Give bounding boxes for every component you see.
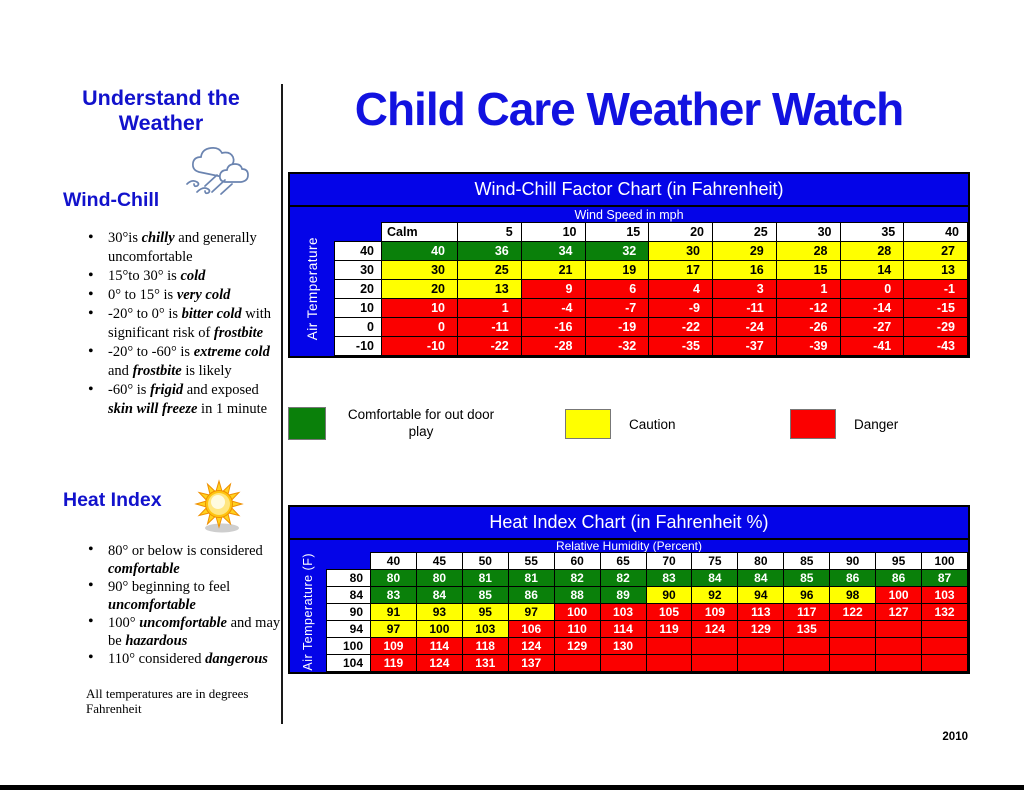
data-cell: -29 xyxy=(904,318,968,337)
data-cell: -16 xyxy=(521,318,585,337)
data-cell: 80 xyxy=(416,570,462,587)
data-cell: 28 xyxy=(776,242,840,261)
bullet-item: • -60° is frigid and exposed skin will freeze in 1 minute xyxy=(86,381,286,419)
column-header: 40 xyxy=(371,553,417,570)
data-cell: -37 xyxy=(713,337,777,356)
green-swatch xyxy=(288,407,326,440)
column-header: 20 xyxy=(649,223,713,242)
yellow-swatch xyxy=(565,409,611,439)
data-cell: 97 xyxy=(371,621,417,638)
table-row xyxy=(327,638,968,655)
data-cell: 3 xyxy=(713,280,777,299)
data-cell: 135 xyxy=(784,621,830,638)
data-cell: 114 xyxy=(600,621,646,638)
data-cell: 34 xyxy=(521,242,585,261)
air-temperature-f-axis-band xyxy=(290,552,326,672)
legend xyxy=(288,406,970,454)
data-cell: 122 xyxy=(830,604,876,621)
data-cell: 87 xyxy=(922,570,968,587)
data-cell: 86 xyxy=(830,570,876,587)
column-header: 25 xyxy=(713,223,777,242)
column-header: 15 xyxy=(585,223,649,242)
column-header: 40 xyxy=(904,223,968,242)
legend-label: Comfortable for out door play xyxy=(347,407,495,439)
data-cell: -1 xyxy=(904,280,968,299)
data-cell: 6 xyxy=(585,280,649,299)
data-cell xyxy=(554,655,600,672)
data-cell: 137 xyxy=(508,655,554,672)
data-cell: 103 xyxy=(922,587,968,604)
vertical-divider xyxy=(281,84,283,724)
row-header: 20 xyxy=(335,280,382,299)
data-cell: 9 xyxy=(521,280,585,299)
data-cell: -35 xyxy=(649,337,713,356)
data-cell: 91 xyxy=(371,604,417,621)
data-cell: 14 xyxy=(840,261,904,280)
bullet-item: • 80° or below is considered comfortable xyxy=(86,542,286,578)
data-cell: 100 xyxy=(876,587,922,604)
data-cell: 103 xyxy=(600,604,646,621)
bullet-item: • 30°is chilly and generally uncomfortable xyxy=(86,229,286,267)
data-cell xyxy=(646,655,692,672)
bullet-item: • -20° to 0° is bitter cold with significant risk of frostbite xyxy=(86,305,286,343)
sidebar-title: Understand the Weather xyxy=(82,86,240,135)
data-cell: 83 xyxy=(646,570,692,587)
data-cell: 113 xyxy=(738,604,784,621)
row-header: 40 xyxy=(335,242,382,261)
bullet-item: • 90° beginning to feel uncomfortable xyxy=(86,578,286,614)
data-cell: 84 xyxy=(416,587,462,604)
data-cell: 20 xyxy=(382,280,458,299)
data-cell: 21 xyxy=(521,261,585,280)
heat-index-table xyxy=(326,552,968,672)
data-cell: 28 xyxy=(840,242,904,261)
data-cell: -12 xyxy=(776,299,840,318)
data-cell: 30 xyxy=(382,261,458,280)
data-cell: 105 xyxy=(646,604,692,621)
data-cell: -27 xyxy=(840,318,904,337)
data-cell: -14 xyxy=(840,299,904,318)
corner-cell xyxy=(335,223,382,242)
row-header: 80 xyxy=(327,570,371,587)
data-cell: -22 xyxy=(458,337,522,356)
bullet-item: • 0° to 15° is very cold xyxy=(86,286,286,305)
data-cell: -41 xyxy=(840,337,904,356)
table-row xyxy=(327,655,968,672)
data-cell xyxy=(784,638,830,655)
data-cell: 30 xyxy=(649,242,713,261)
data-cell: 86 xyxy=(508,587,554,604)
temperature-footnote: All temperatures are in degrees Fahrenheit xyxy=(86,686,249,716)
table-row xyxy=(335,242,968,261)
data-cell: 13 xyxy=(904,261,968,280)
data-cell: 119 xyxy=(646,621,692,638)
data-cell: 114 xyxy=(416,638,462,655)
row-header: 104 xyxy=(327,655,371,672)
column-header: 90 xyxy=(830,553,876,570)
data-cell xyxy=(738,655,784,672)
table-row xyxy=(327,604,968,621)
wind-chill-bullet-list xyxy=(86,229,288,419)
data-cell: -43 xyxy=(904,337,968,356)
data-cell: 89 xyxy=(600,587,646,604)
data-cell: 127 xyxy=(876,604,922,621)
data-cell: -10 xyxy=(382,337,458,356)
data-cell xyxy=(830,638,876,655)
column-header: 30 xyxy=(776,223,840,242)
row-header: 90 xyxy=(327,604,371,621)
data-cell xyxy=(692,655,738,672)
table-row xyxy=(327,570,968,587)
legend-item-caution xyxy=(565,409,676,439)
data-cell: 95 xyxy=(462,604,508,621)
table-row xyxy=(335,318,968,337)
wind-chill-table xyxy=(334,222,968,356)
wind-cloud-icon xyxy=(181,142,249,203)
data-cell: 29 xyxy=(713,242,777,261)
column-header: 45 xyxy=(416,553,462,570)
data-cell: 110 xyxy=(554,621,600,638)
data-cell xyxy=(922,655,968,672)
row-header: 84 xyxy=(327,587,371,604)
column-header: 50 xyxy=(462,553,508,570)
data-cell: -11 xyxy=(713,299,777,318)
data-cell: 129 xyxy=(554,638,600,655)
table-row xyxy=(335,280,968,299)
data-cell: 85 xyxy=(462,587,508,604)
data-cell: 27 xyxy=(904,242,968,261)
column-header: Calm xyxy=(382,223,458,242)
data-cell: 93 xyxy=(416,604,462,621)
data-cell: 19 xyxy=(585,261,649,280)
row-header: 94 xyxy=(327,621,371,638)
data-cell: -39 xyxy=(776,337,840,356)
data-cell: 90 xyxy=(646,587,692,604)
column-header: 80 xyxy=(738,553,784,570)
data-cell: 81 xyxy=(462,570,508,587)
data-cell: 106 xyxy=(508,621,554,638)
data-cell: 82 xyxy=(600,570,646,587)
data-cell: -4 xyxy=(521,299,585,318)
column-header: 65 xyxy=(600,553,646,570)
red-swatch xyxy=(790,409,836,439)
data-cell: 82 xyxy=(554,570,600,587)
data-cell: -28 xyxy=(521,337,585,356)
data-cell: 17 xyxy=(649,261,713,280)
header-row xyxy=(335,223,968,242)
data-cell: 15 xyxy=(776,261,840,280)
data-cell xyxy=(646,638,692,655)
data-cell xyxy=(692,638,738,655)
data-cell: 130 xyxy=(600,638,646,655)
column-header: 95 xyxy=(876,553,922,570)
data-cell: 0 xyxy=(840,280,904,299)
data-cell: 13 xyxy=(458,280,522,299)
data-cell xyxy=(922,638,968,655)
data-cell xyxy=(830,621,876,638)
bullet-item: • -20° to -60° is extreme cold and frostbite is likely xyxy=(86,343,286,381)
heat-index-chart xyxy=(288,505,970,674)
row-header: -10 xyxy=(335,337,382,356)
data-cell: -22 xyxy=(649,318,713,337)
data-cell: 103 xyxy=(462,621,508,638)
data-cell: 92 xyxy=(692,587,738,604)
data-cell: 32 xyxy=(585,242,649,261)
data-cell: 84 xyxy=(738,570,784,587)
data-cell xyxy=(784,655,830,672)
data-cell: 25 xyxy=(458,261,522,280)
wind-chill-heading: Wind-Chill xyxy=(63,189,160,211)
column-header: 100 xyxy=(922,553,968,570)
table-row xyxy=(335,337,968,356)
column-header: 10 xyxy=(521,223,585,242)
data-cell xyxy=(876,621,922,638)
data-cell: 80 xyxy=(371,570,417,587)
data-cell: 109 xyxy=(371,638,417,655)
relative-humidity-axis-label: Relative Humidity (Percent) xyxy=(290,538,968,552)
heat-index-bullet-list xyxy=(86,542,288,668)
data-cell: 132 xyxy=(922,604,968,621)
data-cell: 4 xyxy=(649,280,713,299)
data-cell: 16 xyxy=(713,261,777,280)
header-row xyxy=(327,553,968,570)
data-cell: 124 xyxy=(508,638,554,655)
data-cell: -26 xyxy=(776,318,840,337)
data-cell: 88 xyxy=(554,587,600,604)
data-cell: 10 xyxy=(382,299,458,318)
row-header: 0 xyxy=(335,318,382,337)
data-cell xyxy=(876,655,922,672)
data-cell xyxy=(830,655,876,672)
wind-speed-axis-label: Wind Speed in mph xyxy=(290,205,968,222)
row-header: 30 xyxy=(335,261,382,280)
data-cell: 97 xyxy=(508,604,554,621)
data-cell: 96 xyxy=(784,587,830,604)
data-cell: 98 xyxy=(830,587,876,604)
data-cell xyxy=(876,638,922,655)
data-cell: 84 xyxy=(692,570,738,587)
data-cell: -19 xyxy=(585,318,649,337)
air-temperature-axis-label: Air Temperature xyxy=(304,237,320,341)
bottom-border-bar xyxy=(0,785,1024,790)
data-cell: 83 xyxy=(371,587,417,604)
column-header: 85 xyxy=(784,553,830,570)
data-cell: 81 xyxy=(508,570,554,587)
data-cell: 124 xyxy=(692,621,738,638)
data-cell xyxy=(738,638,784,655)
column-header: 70 xyxy=(646,553,692,570)
legend-label: Danger xyxy=(854,416,899,432)
data-cell: -11 xyxy=(458,318,522,337)
data-cell: 131 xyxy=(462,655,508,672)
data-cell: 86 xyxy=(876,570,922,587)
air-temperature-axis-band xyxy=(290,222,334,356)
wind-chart-title: Wind-Chill Factor Chart (in Fahrenheit) xyxy=(474,179,784,199)
sun-icon xyxy=(191,478,249,541)
column-header: 75 xyxy=(692,553,738,570)
data-cell: 36 xyxy=(458,242,522,261)
row-header: 10 xyxy=(335,299,382,318)
year-stamp: 2010 xyxy=(942,731,968,743)
legend-item-comfortable xyxy=(288,406,502,440)
bullet-item: • 110° considered dangerous xyxy=(86,650,286,668)
data-cell: -32 xyxy=(585,337,649,356)
data-cell: 118 xyxy=(462,638,508,655)
column-header: 5 xyxy=(458,223,522,242)
data-cell: 117 xyxy=(784,604,830,621)
data-cell: 119 xyxy=(371,655,417,672)
table-row xyxy=(327,587,968,604)
column-header: 60 xyxy=(554,553,600,570)
table-row xyxy=(335,299,968,318)
table-row xyxy=(335,261,968,280)
data-cell: 0 xyxy=(382,318,458,337)
data-cell: -9 xyxy=(649,299,713,318)
air-temperature-f-axis-label: Air Temperature (F) xyxy=(301,553,315,671)
data-cell xyxy=(600,655,646,672)
bullet-item: • 15°to 30° is cold xyxy=(86,267,286,286)
data-cell: 124 xyxy=(416,655,462,672)
heat-chart-title: Heat Index Chart (in Fahrenheit %) xyxy=(489,512,769,532)
data-cell: 109 xyxy=(692,604,738,621)
wind-chill-chart xyxy=(288,172,970,358)
legend-label: Caution xyxy=(629,416,676,432)
data-cell: -7 xyxy=(585,299,649,318)
table-row xyxy=(327,621,968,638)
data-cell: 129 xyxy=(738,621,784,638)
data-cell: 40 xyxy=(382,242,458,261)
bullet-item: • 100° uncomfortable and may be hazardous xyxy=(86,614,286,650)
data-cell: 94 xyxy=(738,587,784,604)
data-cell: -24 xyxy=(713,318,777,337)
data-cell: 100 xyxy=(416,621,462,638)
page-title: Child Care Weather Watch xyxy=(354,83,904,135)
data-cell: 85 xyxy=(784,570,830,587)
data-cell xyxy=(922,621,968,638)
legend-item-danger xyxy=(790,409,898,439)
heat-index-heading: Heat Index xyxy=(63,489,162,511)
corner-cell xyxy=(327,553,371,570)
column-header: 35 xyxy=(840,223,904,242)
data-cell: 1 xyxy=(458,299,522,318)
data-cell: -15 xyxy=(904,299,968,318)
column-header: 55 xyxy=(508,553,554,570)
row-header: 100 xyxy=(327,638,371,655)
data-cell: 1 xyxy=(776,280,840,299)
data-cell: 100 xyxy=(554,604,600,621)
